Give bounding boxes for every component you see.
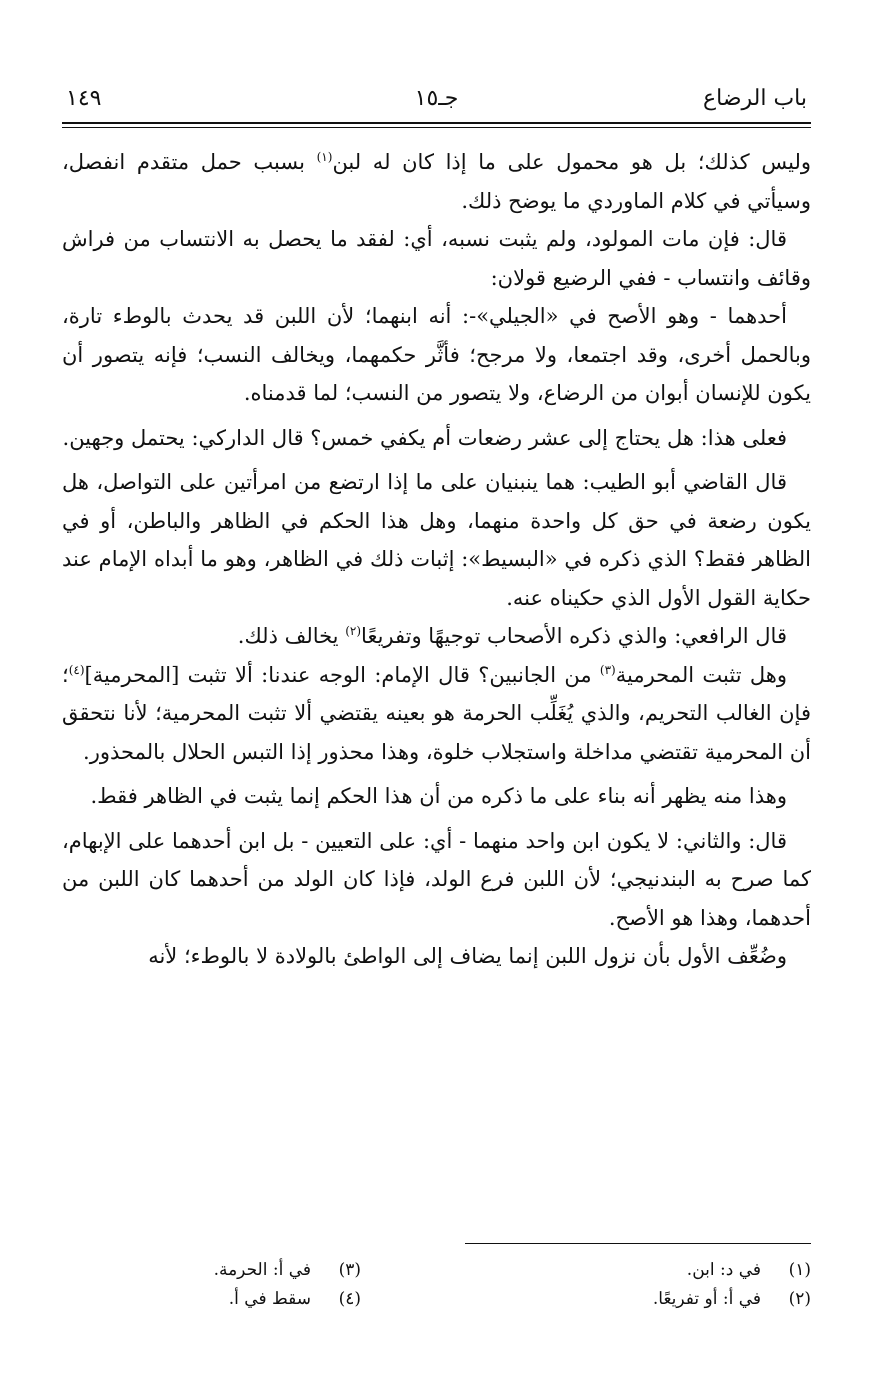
footnote-text: في أ: أو تفريعًا. <box>652 1289 761 1309</box>
footnote-text: في د: ابن. <box>686 1260 761 1280</box>
paragraph: قال: فإن مات المولود، ولم يثبت نسبه، أي: لفقد ما يحصل به الانتساب من فراش وقائف وانتساب - ففي الرضيع قولان: <box>62 227 811 290</box>
header-rule-thick <box>62 122 811 124</box>
running-header <box>66 86 807 122</box>
text-run: من الجانبين؟ قال الإمام: الوجه عندنا: ألا تثبت [المحرمية] <box>84 662 600 687</box>
text-run: ؛ فإن الغالب التحريم، والذي يُغَلِّب الحرمة هو بعينه يقتضي ألا تثبت المحرمية؛ لأنا نتحقق أن المحرمية تقتضي مداخلة واستجلاب خلوة، وهذا محذور إذا التبس الحلال بالمحذور. <box>62 662 811 764</box>
text-run: يخالف ذلك. <box>237 624 346 648</box>
paragraph <box>62 617 811 656</box>
paragraph: وهذا منه يظهر أنه بناء على ما ذكره من أن هذا الحكم إنما يثبت في الظاهر فقط. <box>90 784 787 808</box>
footnote <box>61 1256 361 1285</box>
text-run: وهل تثبت المحرمية <box>615 662 787 687</box>
paragraph: قال القاضي أبو الطيب: هما ينبنيان على ما إذا ارتضع من امرأتين على التواصل، هل يكون رضعة في حق كل واحدة منهما، وهل هذا الحكم في الظاهر والباطن، أو في الظاهر فقط؟ الذي ذكره في «البسيط»: إثبات ذلك في الظاهر، وهو ما أبداه الإمام عند حكاية القول الأول الذي حكيناه عنه. <box>62 470 811 610</box>
footnote-number: (٣) <box>338 1260 361 1280</box>
footnote-number: (٤) <box>338 1289 361 1309</box>
volume-label: جـ١٥ <box>414 86 459 111</box>
main-text <box>62 143 811 976</box>
chapter-title: باب الرضاع <box>703 86 807 111</box>
paragraph: فعلى هذا: هل يحتاج إلى عشر رضعات أم يكفي خمس؟ قال الداركي: يحتمل وجهين. <box>62 425 787 450</box>
footnote-column-right <box>511 1256 811 1314</box>
footnote-column-left <box>61 1256 361 1314</box>
footnote-text: في أ: الحرمة. <box>213 1260 311 1280</box>
footnote-ref: (٣) <box>599 662 616 677</box>
paragraph: أحدهما - وهو الأصح في «الجيلي»-: أنه ابنهما؛ لأن اللبن قد يحدث بالوطء تارة، وبالحمل أخرى، وقد اجتمعا، ولا مرجح؛ فأثَّر حكمهما، ويخالف النسب؛ فإنه يتصور أن يكون للإنسان أبوان من الرضاع، ولا يتصور من النسب؛ لما قدمناه. <box>62 304 811 405</box>
header-rule-thin <box>62 127 811 128</box>
text-run: وليس كذلك؛ بل هو محمول على ما إذا كان له لبن <box>332 150 811 174</box>
footnote <box>511 1256 811 1285</box>
footnote-ref: (٤) <box>68 662 85 677</box>
footnote-number: (٢) <box>788 1289 811 1309</box>
footnote-ref: (١) <box>316 150 333 164</box>
footnote-text: سقط في أ. <box>228 1289 311 1309</box>
page-number: ١٤٩ <box>66 86 102 111</box>
footnote <box>511 1285 811 1314</box>
footnote-number: (١) <box>788 1260 811 1280</box>
footnote-ref: (٢) <box>345 624 362 638</box>
paragraph <box>62 143 811 220</box>
footnote <box>61 1285 361 1314</box>
footnote-separator <box>465 1243 811 1244</box>
paragraph: وضُعِّف الأول بأن نزول اللبن إنما يضاف إلى الواطئ بالولادة لا بالوطء؛ لأنه <box>148 944 787 968</box>
paragraph <box>62 656 811 772</box>
paragraph: قال: والثاني: لا يكون ابن واحد منهما - أي: على التعيين - بل ابن أحدهما على الإبهام، كما صرح به البندنيجي؛ لأن اللبن فرع الولد، فإذا كان الولد من أحدهما كان اللبن من أحدهما، وهذا هو الأصح. <box>62 828 811 930</box>
text-run: قال الرافعي: والذي ذكره الأصحاب توجيهًا وتفريعًا <box>361 624 787 648</box>
text-run: بسبب حمل متقدم انفصل، وسيأتي في كلام الماوردي ما يوضح ذلك. <box>62 150 811 213</box>
